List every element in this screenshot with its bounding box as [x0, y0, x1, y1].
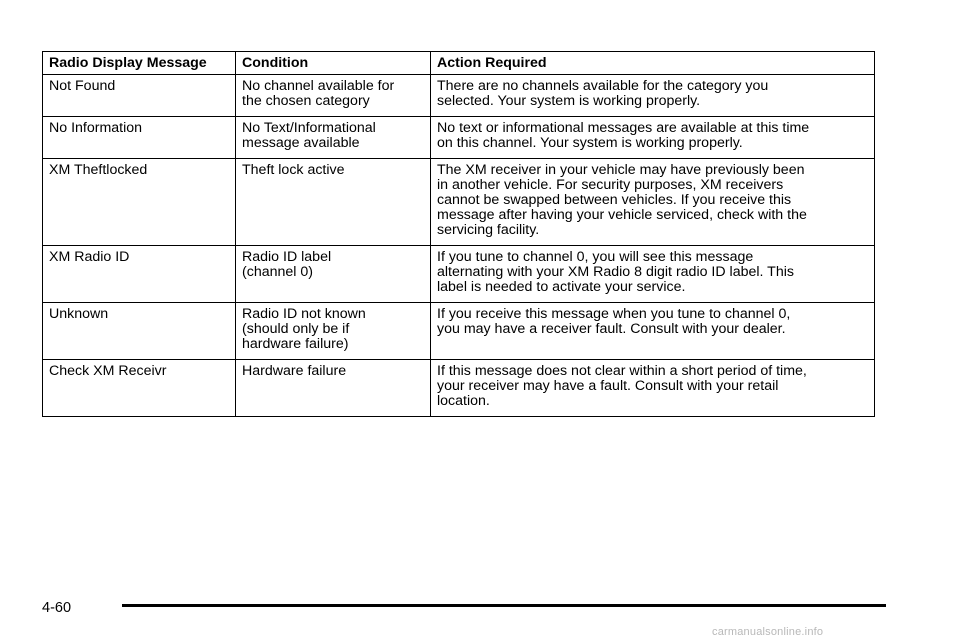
message-cell: XM Radio ID [43, 246, 236, 303]
header-radio-display-message: Radio Display Message [43, 52, 236, 75]
table-row [43, 246, 875, 303]
action-cell: The XM receiver in your vehicle may have previously been in another vehicle. For security purposes, XM receivers cannot be swapped between vehicles. If you receive this message after having your vehicle serviced, check with the servicing facility. [431, 159, 875, 246]
radio-message-table [42, 51, 875, 417]
action-cell: There are no channels available for the category you selected. Your system is working properly. [431, 75, 875, 117]
footer-rule [122, 604, 886, 607]
page-number: 4-60 [42, 600, 72, 616]
condition-cell: Radio ID label (channel 0) [236, 246, 431, 303]
condition-cell: Hardware failure [236, 360, 431, 417]
action-cell: If you receive this message when you tune to channel 0, you may have a receiver fault. Consult with your dealer. [431, 303, 875, 360]
message-cell: XM Theftlocked [43, 159, 236, 246]
condition-cell: Theft lock active [236, 159, 431, 246]
table-header-row [43, 52, 875, 75]
action-cell: If you tune to channel 0, you will see this message alternating with your XM Radio 8 digit radio ID label. This label is needed to activate your service. [431, 246, 875, 303]
action-cell: If this message does not clear within a short period of time, your receiver may have a fault. Consult with your retail location. [431, 360, 875, 417]
table-row [43, 159, 875, 246]
message-cell: No Information [43, 117, 236, 159]
condition-cell: No channel available for the chosen category [236, 75, 431, 117]
table-row [43, 117, 875, 159]
table-row [43, 303, 875, 360]
message-cell: Unknown [43, 303, 236, 360]
message-cell: Not Found [43, 75, 236, 117]
action-cell: No text or informational messages are available at this time on this channel. Your system is working properly. [431, 117, 875, 159]
header-action-required: Action Required [431, 52, 875, 75]
message-cell: Check XM Receivr [43, 360, 236, 417]
condition-cell: No Text/Informational message available [236, 117, 431, 159]
watermark-text: carmanualsonline.info [712, 626, 824, 638]
condition-cell: Radio ID not known (should only be if hardware failure) [236, 303, 431, 360]
table-row [43, 75, 875, 117]
table-row [43, 360, 875, 417]
header-condition: Condition [236, 52, 431, 75]
